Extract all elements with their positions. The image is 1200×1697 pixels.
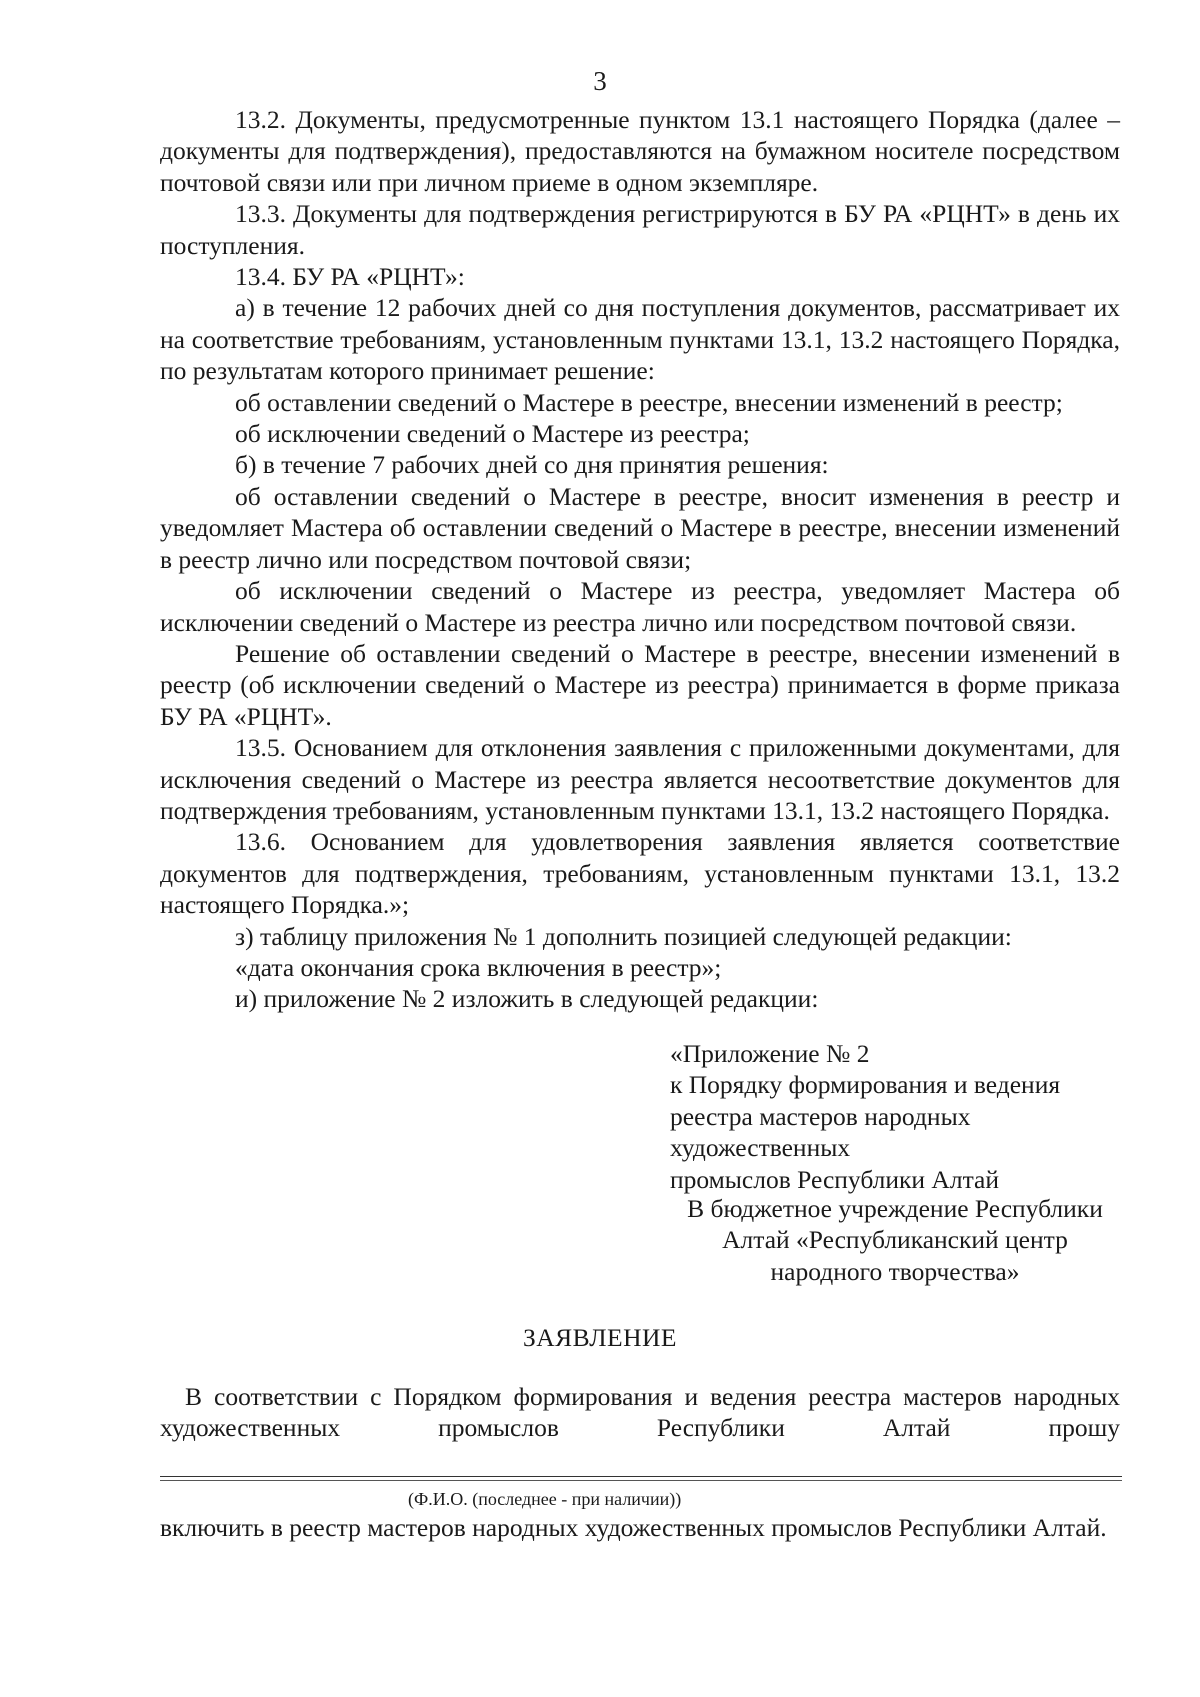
document-body <box>160 104 1120 1015</box>
appendix-line: промыслов Республики Алтай <box>670 1164 999 1194</box>
appendix-line: реестра мастеров народных <box>670 1101 971 1131</box>
statement-lead <box>160 1381 1120 1444</box>
paragraph-z: з) таблицу приложения № 1 дополнить позицией следующей редакции: <box>235 921 1012 951</box>
paragraph-13-5: 13.5. Основанием для отклонения заявления с приложенными документами, для исключения сведений о Мастере из реестра является несоответствие документов для подтверждения требованиям, установленным пунктами 13.1, 13.2 настоящего Порядка. <box>160 733 1120 825</box>
statement-end-text: включить в реестр мастеров народных художественных промыслов Республики Алтай. <box>160 1513 1107 1542</box>
paragraph-i: и) приложение № 2 изложить в следующей редакции: <box>235 984 819 1014</box>
addressee-line: В бюджетное учреждение Республики <box>687 1194 1103 1223</box>
paragraph-13-4-b: б) в течение 7 рабочих дней со дня принятия решения: <box>235 450 829 480</box>
appendix-line: художественных <box>670 1133 851 1163</box>
appendix-line: «Приложение № 2 <box>670 1039 870 1068</box>
form-title: ЗАЯВЛЕНИЕ <box>522 1323 677 1352</box>
paragraph-13-4-b-1: об оставлении сведений о Мастере в реестре, вносит изменения в реестр и уведомляет Мастера об оставлении сведений о Мастере в реестре, внесении изменений в реестр лично или посредством почтовой связи; <box>160 481 1120 574</box>
appendix-header <box>670 1038 1140 1195</box>
paragraph-13-4-a-2: об исключении сведений о Мастере из реестра; <box>235 419 750 449</box>
paragraph-13-6: 13.6. Основанием для удовлетворения заявления является соответствие документов для подтверждения, требованиям, установленным пунктами 13.1, 13.2 настоящего Порядка.»; <box>160 827 1120 920</box>
paragraph-13-2: 13.2. Документы, предусмотренные пунктом 13.1 настоящего Порядка (далее – документы для подтверждения), предоставляются на бумажном носителе посредством почтовой связи или при личном приеме в одном экземпляре. <box>160 105 1120 197</box>
page-number: 3 <box>593 66 607 96</box>
paragraph-z-quote: «дата окончания срока включения в реестр»; <box>235 952 722 982</box>
statement-lead-text: В соответствии с Порядком формирования и ведения реестра мастеров народных художественных промыслов Республики Алтай прошу <box>160 1382 1120 1443</box>
paragraph-13-4-a: а) в течение 12 рабочих дней со дня поступления документов, рассматривает их на соответствие требованиям, установленным пунктами 13.1, 13.2 настоящего Порядка, по результатам которого принимает решение: <box>160 293 1120 386</box>
paragraph-13-4: 13.4. БУ РА «РЦНТ»: <box>235 262 465 292</box>
paragraph-decision: Решение об оставлении сведений о Мастере в реестре, внесении изменений в реестр (об исключении сведений о Мастере из реестра) принимается в форме приказа БУ РА «РЦНТ». <box>160 638 1120 731</box>
addressee-line: Алтай «Республиканский центр <box>722 1225 1068 1255</box>
paragraph-13-3: 13.3. Документы для подтверждения регистрируются в БУ РА «РЦНТ» в день их поступления. <box>160 199 1120 260</box>
fio-underline-second <box>160 1480 1122 1481</box>
addressee-line: народного творчества» <box>770 1256 1020 1286</box>
fio-underline <box>160 1476 1122 1477</box>
statement-end <box>160 1512 1120 1543</box>
addressee-block <box>670 1193 1120 1287</box>
appendix-line: к Порядку формирования и ведения <box>670 1070 1061 1100</box>
paragraph-13-4-b-2: об исключении сведений о Мастере из реестра, уведомляет Мастера об исключении сведений о Мастере из реестра лично или посредством почтовой связи. <box>160 576 1120 637</box>
fio-caption: (Ф.И.О. (последнее - при наличии)) <box>408 1489 682 1509</box>
paragraph-13-4-a-1: об оставлении сведений о Мастере в реестре, внесении изменений в реестр; <box>235 387 1063 417</box>
